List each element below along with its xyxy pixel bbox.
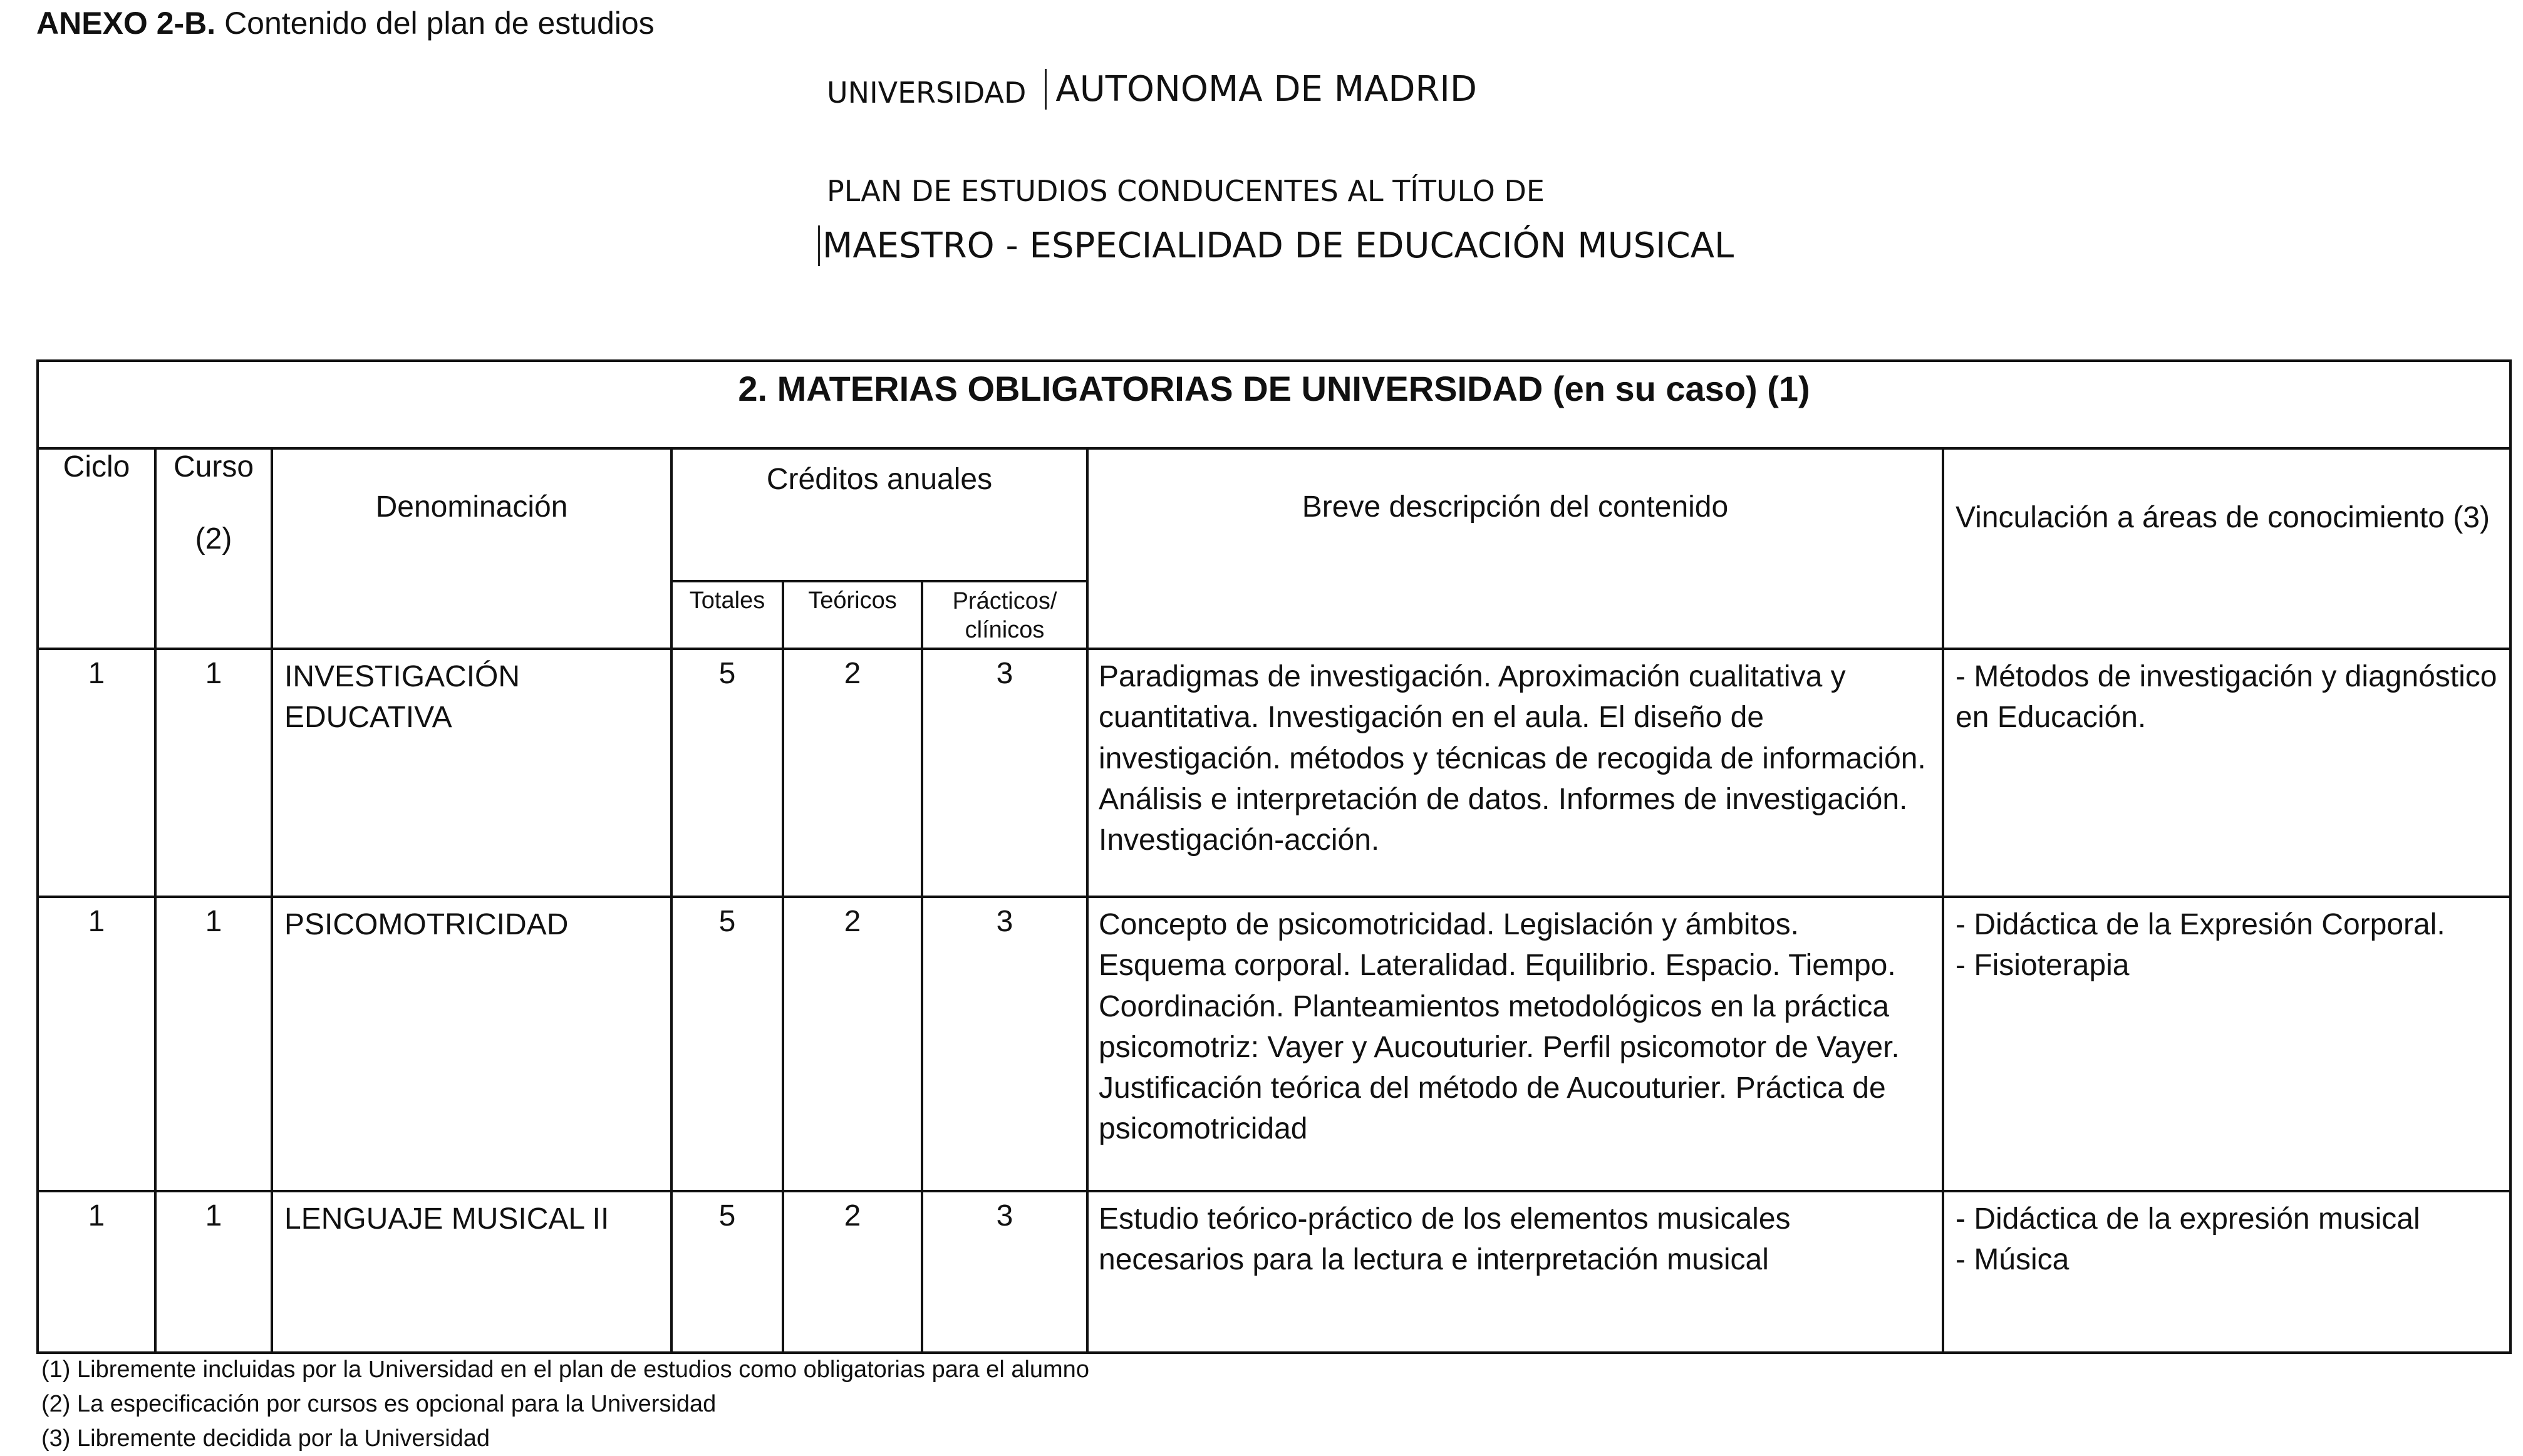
row-curso: 1 — [155, 649, 272, 897]
row-teoricos: 2 — [783, 897, 922, 1191]
row-areas — [1943, 897, 2510, 1191]
annex-title: Contenido del plan de estudios — [215, 6, 655, 41]
row-denominacion: INVESTIGACIÓN EDUCATIVA — [272, 649, 671, 897]
row-denominacion: PSICOMOTRICIDAD — [272, 897, 671, 1191]
plan-label: PLAN DE ESTUDIOS CONDUCENTES AL TÍTULO DE — [827, 174, 1545, 208]
row-totales: 5 — [671, 1191, 783, 1353]
area-item: - Fisioterapia — [1956, 949, 2130, 983]
header-denominacion: Denominación — [272, 448, 671, 649]
area-item: - Didáctica de la Expresión Corporal. — [1956, 908, 2445, 941]
area-item: - Didáctica de la expresión musical — [1956, 1202, 2420, 1236]
table-title-row — [38, 361, 2510, 448]
header-curso-note: (2) — [195, 522, 232, 555]
header-practicos: Prácticos/ clínicos — [922, 581, 1087, 649]
row-totales: 5 — [671, 897, 783, 1191]
row-denominacion: LENGUAJE MUSICAL II — [272, 1191, 671, 1353]
header-curso-label: Curso — [173, 450, 254, 483]
area-item: - Música — [1956, 1243, 2070, 1277]
row-teoricos: 2 — [783, 1191, 922, 1353]
row-teoricos: 2 — [783, 649, 922, 897]
table-title: 2. MATERIAS OBLIGATORIAS DE UNIVERSIDAD (en su caso) (1) — [38, 361, 2510, 448]
footnote-1: (1) Libremente incluidas por la Universidad en el plan de estudios como obligatorias para el alumno — [41, 1356, 1089, 1383]
row-areas — [1943, 1191, 2510, 1353]
row-ciclo: 1 — [38, 897, 155, 1191]
annex-number: ANEXO 2-B. — [36, 6, 216, 41]
header-creditos: Créditos anuales — [671, 448, 1087, 581]
row-areas — [1943, 649, 2510, 897]
university-row — [827, 69, 1477, 110]
row-practicos: 3 — [922, 1191, 1087, 1353]
header-vinculacion: Vinculación a áreas de conocimiento (3) — [1943, 448, 2510, 649]
university-name: AUTONOMA DE MADRID — [1045, 69, 1477, 110]
header-curso — [155, 448, 272, 649]
subjects-table — [36, 359, 2512, 1354]
row-practicos: 3 — [922, 897, 1087, 1191]
header-row — [38, 448, 2510, 581]
row-curso: 1 — [155, 897, 272, 1191]
table-row — [38, 1191, 2510, 1353]
area-item: - Métodos de investigación y diagnóstico en Educación. — [1956, 660, 2497, 735]
row-ciclo: 1 — [38, 1191, 155, 1353]
footnote-3: (3) Libremente decidida por la Universidad — [41, 1425, 490, 1452]
header-ciclo: Ciclo — [38, 448, 155, 649]
row-ciclo: 1 — [38, 649, 155, 897]
footnote-2: (2) La especificación por cursos es opcional para la Universidad — [41, 1391, 717, 1418]
row-practicos: 3 — [922, 649, 1087, 897]
header-descripcion: Breve descripción del contenido — [1087, 448, 1943, 649]
footnotes — [41, 1353, 1089, 1456]
annex-heading — [36, 5, 655, 41]
row-descripcion: Concepto de psicomotricidad. Legislación y ámbitos. Esquema corporal. Lateralidad. Equilibrio. Espacio. Tiempo. Coordinación. Planteamientos metodológicos en la práctica psicomotriz: Vayer y Aucouturier. Perfil psicomotor de Vayer. Justificación teórica del método de Aucouturier. Práctica de psicomotricidad — [1087, 897, 1943, 1191]
row-totales: 5 — [671, 649, 783, 897]
university-label: UNIVERSIDAD — [827, 76, 1027, 110]
table-row — [38, 897, 2510, 1191]
header-totales: Totales — [671, 581, 783, 649]
table-row — [38, 649, 2510, 897]
header-teoricos: Teóricos — [783, 581, 922, 649]
row-curso: 1 — [155, 1191, 272, 1353]
row-descripcion: Paradigmas de investigación. Aproximación cualitativa y cuantitativa. Investigación en el aula. El diseño de investigación. métodos y técnicas de recogida de información. Análisis e interpretación de datos. Informes de investigación. Investigación-acción. — [1087, 649, 1943, 897]
row-descripcion: Estudio teórico-práctico de los elementos musicales necesarios para la lectura e interpretación musical — [1087, 1191, 1943, 1353]
degree-title: MAESTRO - ESPECIALIDAD DE EDUCACIÓN MUSICAL — [818, 225, 1734, 266]
